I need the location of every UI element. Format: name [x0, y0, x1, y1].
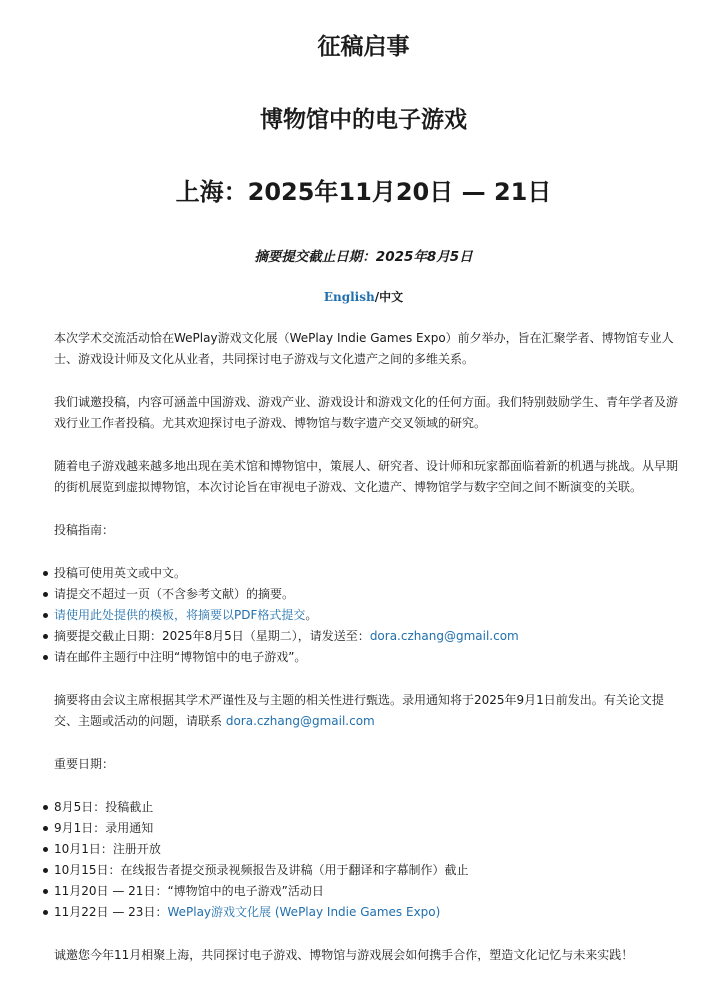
list-item: 9月1日：录用通知	[54, 818, 684, 839]
deadline-note: 摘要提交截止日期：2025年8月5日	[254, 249, 473, 265]
review-text: 摘要将由会议主席根据其学术严谨性及与主题的相关性进行甄选。录用通知将于2025年9月1日前发出。有关论文提交、主题或活动的问题，请联系	[54, 693, 664, 728]
list-item-text: 11月22日 — 23日：	[54, 905, 168, 919]
guidelines-heading: 投稿指南：	[54, 523, 115, 537]
dates-heading: 重要日期：	[54, 757, 115, 771]
invitation-paragraph: 我们诚邀投稿，内容可涵盖中国游戏、游戏产业、游戏设计和游戏文化的任何方面。我们特别鼓励学生、青年学者及游戏行业工作者投稿。尤其欢迎探讨电子游戏、博物馆与数字遗产交叉领域的研究。	[54, 395, 679, 430]
list-item: 11月20日 — 21日：“博物馆中的电子游戏”活动日	[54, 881, 684, 902]
context-paragraph: 随着电子游戏越来越多地出现在美术馆和博物馆中，策展人、研究者、设计师和玩家都面临着新的机遇与挑战。从早期的街机展览到虚拟博物馆，本次讨论旨在审视电子游戏、文化遗产、博物馆学与数字空间之间不断演变的关联。	[54, 459, 679, 494]
list-item: 10月15日：在线报告者提交预录视频报告及讲稿（用于翻译和字幕制作）截止	[54, 860, 684, 881]
list-item: 投稿可使用英文或中文。	[54, 563, 684, 584]
email-link[interactable]: dora.czhang@gmail.com	[369, 629, 519, 643]
place-date-heading: 上海：2025年11月20日 — 21日	[175, 178, 552, 206]
list-item: 8月5日：投稿截止	[54, 797, 684, 818]
intro-paragraph: 本次学术交流活动恰在WePlay游戏文化展（WePlay Indie Games Expo）前夕举办，旨在汇聚学者、博物馆专业人士、游戏设计师及文化从业者，共同探讨电子游戏与文化遗产之间的多维关系。	[54, 331, 674, 366]
dates-list	[54, 797, 684, 923]
expo-link[interactable]: WePlay游戏文化展 (WePlay Indie Games Expo)	[167, 905, 441, 919]
list-item: 请在邮件主题行中注明“博物馆中的电子游戏”。	[54, 647, 684, 668]
closing-paragraph: 诚邀您今年11月相聚上海，共同探讨电子游戏、博物馆与游戏展会如何携手合作，塑造文化记忆与未来实践！	[54, 948, 634, 962]
list-item-text: 摘要提交截止日期：2025年8月5日（星期二），请发送至：	[54, 629, 370, 643]
lang-separator: /	[374, 290, 380, 304]
list-item	[54, 605, 684, 626]
review-paragraph	[54, 690, 684, 732]
list-item	[54, 902, 684, 923]
page-title: 征稿启事	[317, 34, 410, 60]
english-link[interactable]: English	[323, 290, 375, 304]
list-item	[54, 626, 684, 647]
list-item: 10月1日：注册开放	[54, 839, 684, 860]
template-link[interactable]: 请使用此处提供的模板，将摘要以PDF格式提交	[54, 608, 306, 622]
main-content	[54, 328, 684, 988]
chinese-label: 中文	[379, 290, 404, 304]
list-item: 请提交不超过一页（不含参考文献）的摘要。	[54, 584, 684, 605]
guidelines-list	[54, 563, 684, 668]
language-switcher	[0, 288, 727, 306]
list-item-suffix: 。	[305, 608, 318, 622]
page-subtitle: 博物馆中的电子游戏	[260, 107, 467, 133]
contact-email-link[interactable]: dora.czhang@gmail.com	[225, 714, 375, 728]
